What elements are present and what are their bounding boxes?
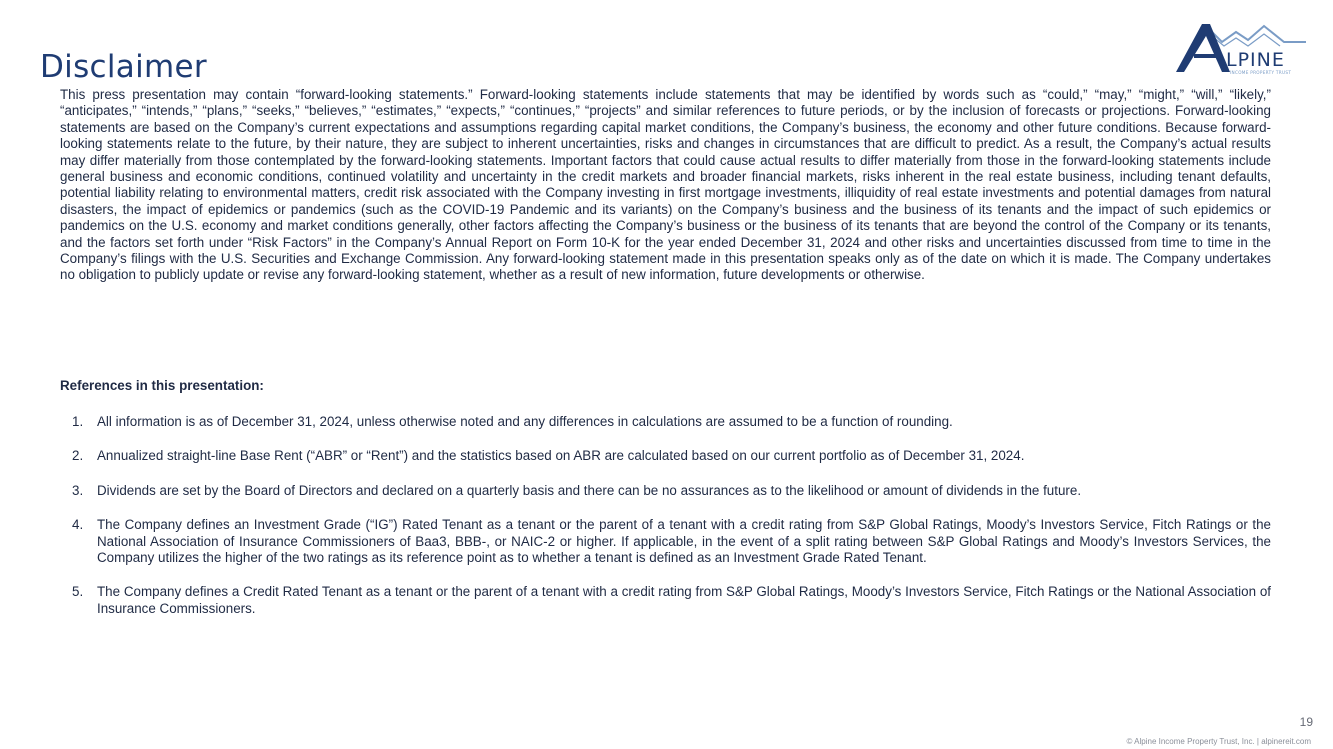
list-item-number: 1.	[72, 414, 84, 429]
list-item-number: 2.	[72, 448, 84, 464]
list-item-text: The Company defines an Investment Grade (“IG”) Rated Tenant as a tenant or the parent of a tenant with a credit rating from S&P Global Ratings, Moody’s Investors Service, Fitch Ratings or the National Association of Insurance Commissioners of Baa3, BBB-, or NAIC-2 or higher. If applicable, in the event of a split rating between S&P Global Ratings and Moody’s Investors Services, the Company utilizes the higher of the two ratings as its reference point as to whether a tenant is defined as an Investment Grade Rated Tenant.	[97, 517, 1271, 566]
list-item-number: 4.	[72, 517, 84, 533]
list-item	[60, 483, 1271, 499]
list-item-text: The Company defines a Credit Rated Tenant as a tenant or the parent of a tenant with a credit rating from S&P Global Ratings, Moody’s Investors Service, Fitch Ratings or the National Association of Insurance Commissioners.	[97, 584, 1271, 616]
references-heading: References in this presentation:	[60, 378, 264, 393]
list-item-number: 5.	[72, 584, 84, 600]
list-item-text: All information is as of December 31, 2024, unless otherwise noted and any differences in calculations are assumed to be a function of rounding.	[97, 414, 953, 429]
footer-copyright: © Alpine Income Property Trust, Inc. | alpinereit.com	[1126, 737, 1311, 746]
page-number: 19	[1299, 715, 1313, 729]
list-item	[60, 517, 1271, 566]
list-item	[60, 448, 1271, 464]
references-list	[60, 414, 1271, 635]
disclaimer-paragraph: This press presentation may contain “forward-looking statements.” Forward-looking statements include statements that may be identified by words such as “could,” “may,” “might,” “will,” “likely,” “anticipates,” “intends,” “plans,” “seeks,” “believes,” “estimates,” “expects,” “continues,” “projects” and similar references to future periods, or by the inclusion of forecasts or projections. Forward-looking statements are based on the Company’s current expectations and assumptions regarding capital market conditions, the Company’s business, the economy and other future conditions. Because forward-looking statements relate to the future, by their nature, they are subject to inherent uncertainties, risks and changes in circumstances that are difficult to predict. As a result, the Company’s actual results may differ materially from those contemplated by the forward-looking statements. Important factors that could cause actual results to differ materially from those in the forward-looking statements include general business and economic conditions, continued volatility and uncertainty in the credit markets and broader financial markets, risks inherent in the real estate business, including tenant defaults, potential liability relating to environmental matters, credit risk associated with the Company investing in first mortgage investments, illiquidity of real estate investments and potential damages from natural disasters, the impact of epidemics or pandemics (such as the COVID-19 Pandemic and its variants) on the Company’s business and the business of its tenants and the impact of such epidemics or pandemics on the U.S. economy and market conditions generally, other factors affecting the Company’s business or the business of its tenants that are beyond the control of the Company or its tenants, and the factors set forth under “Risk Factors” in the Company’s Annual Report on Form 10-K for the year ended December 31, 2024 and other risks and uncertainties discussed from time to time in the Company’s filings with the U.S. Securities and Exchange Commission. Any forward-looking statement made in this presentation speaks only as of the date on which it is made. The Company undertakes no obligation to publicly update or revise any forward-looking statement, whether as a result of new information, future developments or otherwise.	[60, 87, 1271, 283]
logo-wordmark: LPINE	[1226, 49, 1285, 71]
list-item	[60, 584, 1271, 617]
list-item	[60, 414, 1271, 430]
list-item-text: Dividends are set by the Board of Directors and declared on a quarterly basis and there can be no assurances as to the likelihood or amount of dividends in the future.	[97, 482, 1082, 498]
list-item-text: Annualized straight-line Base Rent (“ABR” or “Rent”) and the statistics based on ABR are calculated based on our current portfolio as of December 31, 2024.	[97, 448, 1025, 464]
page-title: Disclaimer	[40, 48, 207, 85]
alpine-logo	[1172, 20, 1310, 76]
logo-tagline: INCOME PROPERTY TRUST	[1230, 70, 1292, 75]
list-item-number: 3.	[72, 482, 84, 498]
